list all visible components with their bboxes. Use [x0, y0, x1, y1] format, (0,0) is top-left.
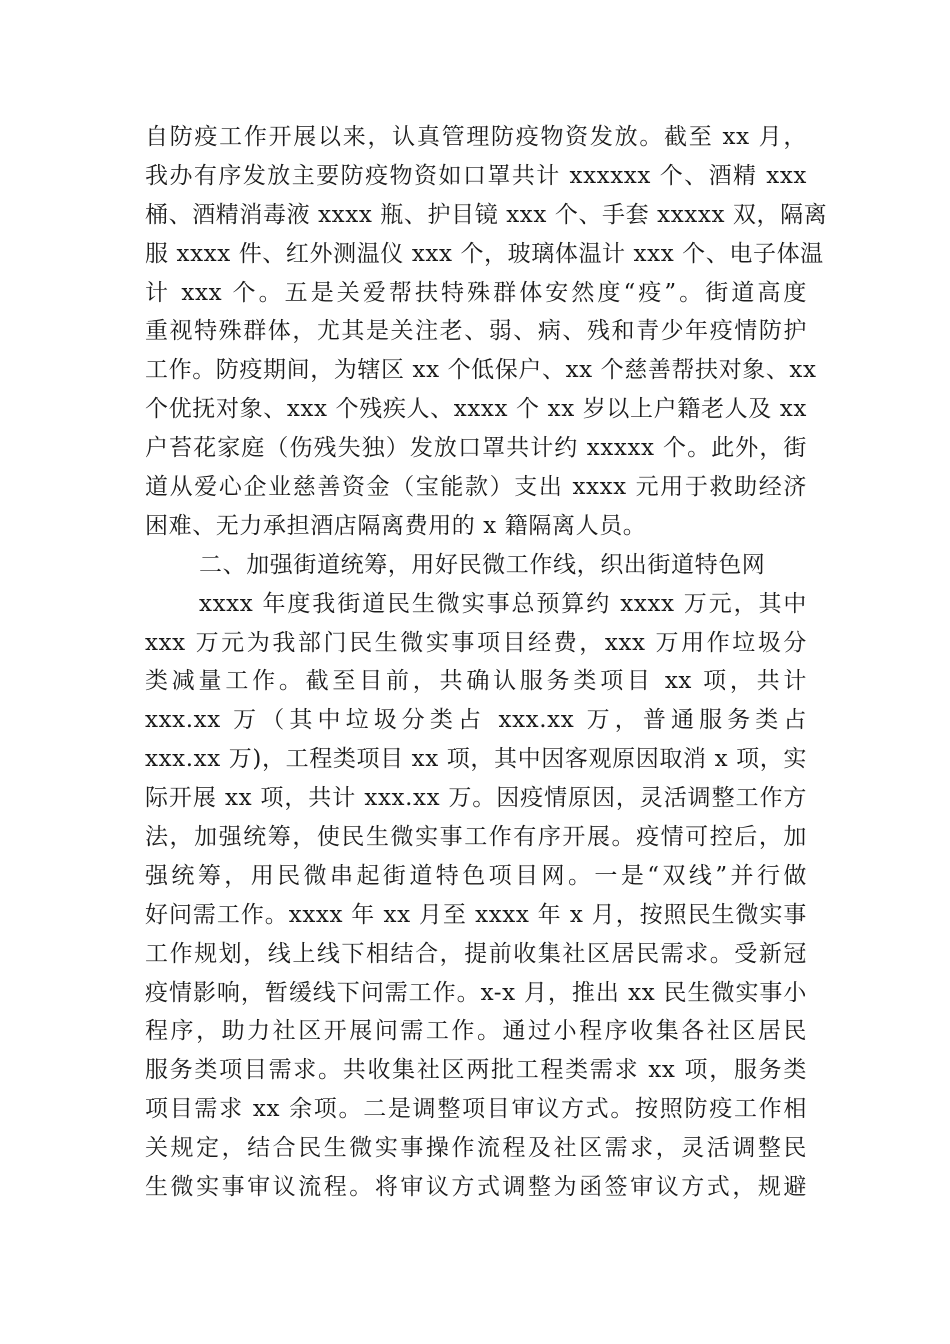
paragraph-line: 关规定，结合民生微实事操作流程及社区需求，灵活调整民: [145, 1135, 807, 1162]
paragraph-line: xxx 万元为我部门民生微实事项目经费，xxx 万用作垃圾分: [145, 629, 807, 656]
paragraph-line: 生微实事审议流程。将审议方式调整为函签审议方式，规避: [145, 1174, 807, 1201]
paragraph-line: 工作。防疫期间，为辖区 xx 个低保户、xx 个慈善帮扶对象、xx: [145, 357, 817, 384]
paragraph-line: 个优抚对象、xxx 个残疾人、xxxx 个 xx 岁以上户籍老人及 xx: [145, 396, 807, 423]
paragraph-line: xxx.xx 万（其中垃圾分类占 xxx.xx 万，普通服务类占: [145, 707, 807, 734]
paragraph-line: xxxx 年度我街道民生微实事总预算约 xxxx 万元，其中: [199, 590, 807, 617]
paragraph-line: 桶、酒精消毒液 xxxx 瓶、护目镜 xxx 个、手套 xxxxx 双，隔离: [145, 201, 828, 228]
document-body: [145, 118, 828, 1207]
paragraph-line: 际开展 xx 项，共计 xxx.xx 万。因疫情原因，灵活调整工作方: [145, 785, 807, 812]
paragraph-line: 疫情影响，暂缓线下问需工作。x-x 月，推出 xx 民生微实事小: [145, 979, 807, 1006]
paragraph-line: 户苔花家庭（伤残失独）发放口罩共计约 xxxxx 个。此外，街: [145, 435, 807, 462]
section-heading: 二、加强街道统筹，用好民微工作线，织出街道特色网: [199, 551, 766, 578]
paragraph-line: 服 xxxx 件、红外测温仪 xxx 个，玻璃体温计 xxx 个、电子体温: [145, 240, 824, 267]
paragraph-line: 工作规划，线上线下相结合，提前收集社区居民需求。受新冠: [145, 940, 807, 967]
paragraph-line: 服务类项目需求。共收集社区两批工程类需求 xx 项，服务类: [145, 1057, 807, 1084]
paragraph-line: 强统筹，用民微串起街道特色项目网。一是“双线”并行做: [145, 862, 807, 889]
paragraph-line: 自防疫工作开展以来，认真管理防疫物资发放。截至 xx 月，: [145, 124, 807, 150]
paragraph-line: 程序，助力社区开展问需工作。通过小程序收集各社区居民: [145, 1018, 807, 1045]
paragraph-line: 我办有序发放主要防疫物资如口罩共计 xxxxxx 个、酒精 xxx: [145, 162, 807, 189]
paragraph-line: 类减量工作。截至目前，共确认服务类项目 xx 项，共计: [145, 668, 807, 695]
paragraph-line: 困难、无力承担酒店隔离费用的 x 籍隔离人员。: [145, 512, 647, 539]
paragraph-line: 好问需工作。xxxx 年 xx 月至 xxxx 年 x 月，按照民生微实事: [145, 901, 807, 928]
paragraph-line: xxx.xx 万)，工程类项目 xx 项，其中因客观原因取消 x 项，实: [145, 746, 807, 773]
paragraph-line: 重视特殊群体，尤其是关注老、弱、病、残和青少年疫情防护: [145, 318, 807, 345]
paragraph-line: 项目需求 xx 余项。二是调整项目审议方式。按照防疫工作相: [145, 1096, 807, 1123]
paragraph-line: 计 xxx 个。五是关爱帮扶特殊群体安然度“疫”。街道高度: [145, 279, 807, 306]
paragraph-line: 道从爱心企业慈善资金（宝能款）支出 xxxx 元用于救助经济: [145, 474, 807, 501]
paragraph-line: 法，加强统筹，使民生微实事工作有序开展。疫情可控后，加: [145, 824, 807, 851]
